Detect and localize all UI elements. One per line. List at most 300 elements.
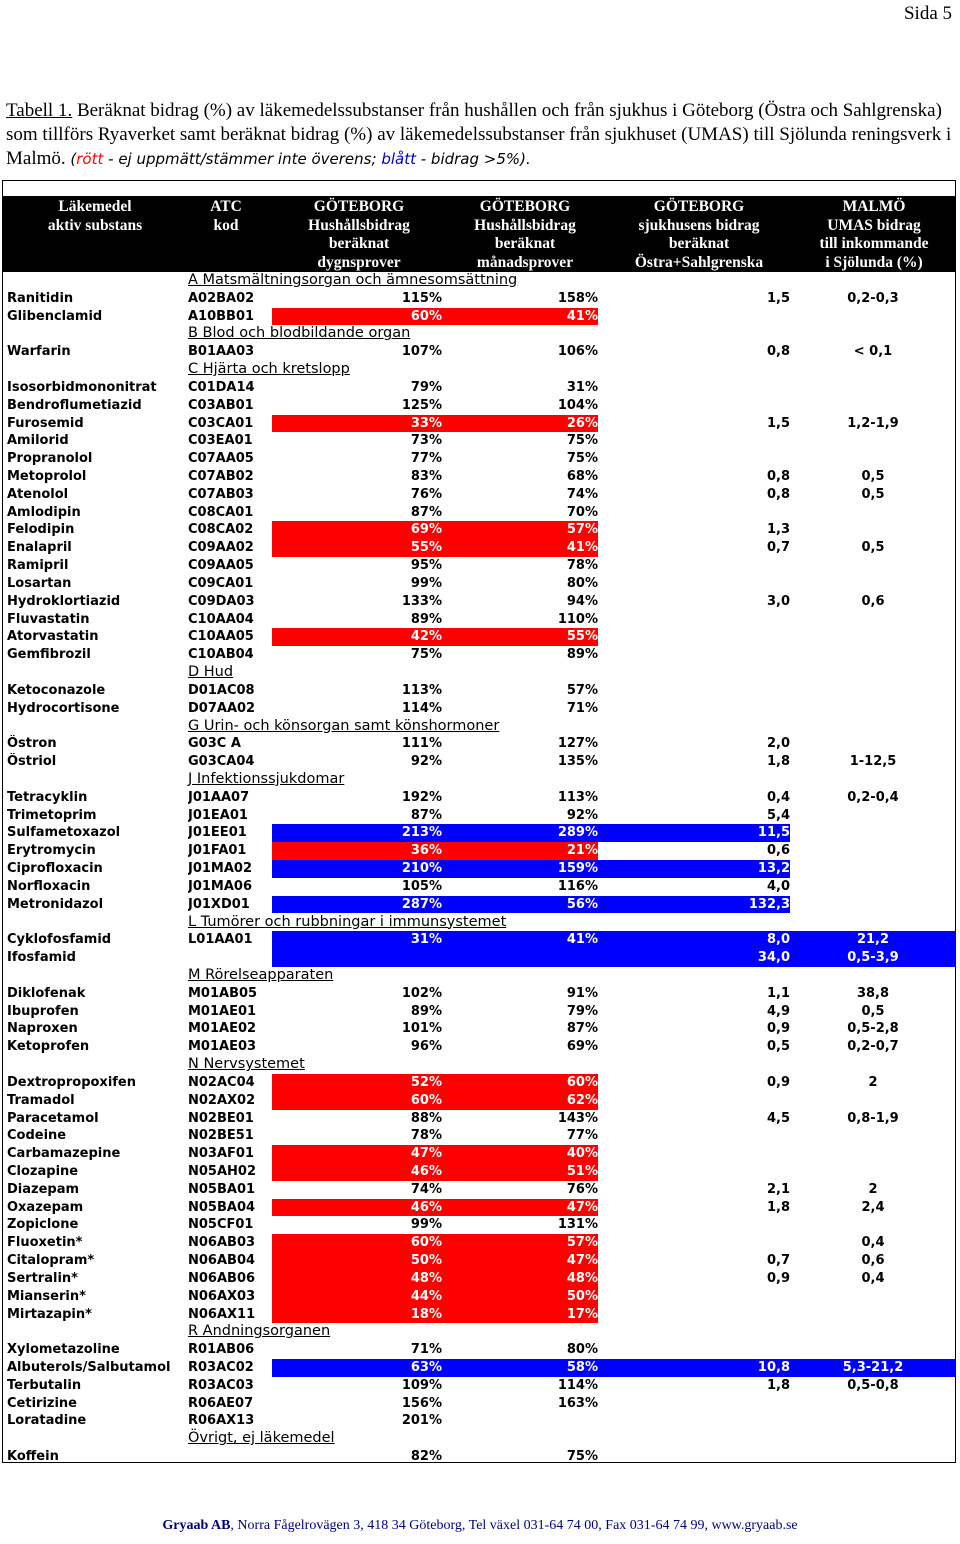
household-monthly-cell: 110% bbox=[557, 611, 598, 627]
hospital-cell: 0,7 bbox=[766, 540, 790, 556]
atc-cell: C07AB03 bbox=[188, 486, 254, 502]
substance-cell: Erytromycin bbox=[7, 843, 96, 859]
hospital-cell bbox=[598, 1412, 790, 1430]
household-daily-cell: 42% bbox=[272, 628, 442, 646]
household-daily-cell: 73% bbox=[410, 433, 442, 449]
hospital-cell bbox=[598, 397, 790, 415]
substance-cell: Trimetoprim bbox=[7, 807, 97, 823]
substance-cell: Östron bbox=[7, 736, 57, 752]
section-heading: D Hud bbox=[188, 664, 234, 681]
table-row bbox=[0, 1395, 960, 1413]
malmo-cell bbox=[790, 1127, 956, 1145]
malmo-cell bbox=[790, 1216, 956, 1234]
household-monthly-cell: 289% bbox=[442, 824, 598, 842]
substance-cell: Warfarin bbox=[7, 344, 71, 360]
hospital-cell bbox=[598, 682, 790, 700]
header-line: beräknat bbox=[494, 235, 556, 252]
note-mid: - ej uppmätt/stämmer inte överens; bbox=[103, 150, 382, 168]
atc-cell: C08CA01 bbox=[188, 504, 254, 520]
substance-cell: Norfloxacin bbox=[7, 878, 91, 894]
atc-cell: J01AA07 bbox=[188, 789, 250, 805]
header-line: MALMÖ bbox=[842, 198, 906, 215]
substance-cell: Mirtazapin* bbox=[7, 1306, 92, 1322]
table-row bbox=[0, 308, 960, 326]
household-daily-cell: 96% bbox=[410, 1039, 442, 1055]
page-number: Sida 5 bbox=[903, 3, 952, 24]
table-row bbox=[0, 593, 960, 611]
household-monthly-cell: 56% bbox=[442, 896, 598, 914]
household-daily-cell: 192% bbox=[401, 789, 442, 805]
table-row bbox=[0, 1288, 960, 1306]
household-monthly-cell: 158% bbox=[557, 290, 598, 306]
malmo-cell: 0,2-0,4 bbox=[847, 789, 899, 805]
header-line: UMAS bidrag bbox=[827, 216, 921, 234]
table-row bbox=[0, 415, 960, 433]
malmo-cell: < 0,1 bbox=[853, 344, 893, 360]
atc-cell: A02BA02 bbox=[188, 290, 255, 306]
household-daily-cell: 210% bbox=[272, 860, 442, 878]
household-monthly-cell: 26% bbox=[442, 415, 598, 433]
substance-cell: Furosemid bbox=[7, 415, 84, 431]
household-monthly-cell: 71% bbox=[566, 700, 598, 716]
household-daily-cell: 50% bbox=[272, 1252, 442, 1270]
household-monthly-cell: 163% bbox=[557, 1395, 598, 1411]
hospital-cell: 3,0 bbox=[766, 593, 790, 609]
atc-cell: M01AE02 bbox=[188, 1021, 257, 1037]
household-daily-cell: 89% bbox=[410, 1003, 442, 1019]
table-row bbox=[0, 1234, 960, 1252]
atc-cell: N03AF01 bbox=[188, 1146, 255, 1162]
malmo-cell bbox=[790, 646, 956, 664]
atc-cell: C10AA04 bbox=[188, 611, 254, 627]
substance-cell: Sertralin* bbox=[7, 1270, 78, 1286]
household-daily-cell: 79% bbox=[410, 379, 442, 395]
caption-label: Tabell 1. bbox=[6, 100, 73, 121]
household-daily-cell: 99% bbox=[410, 1217, 442, 1233]
household-monthly-cell: 74% bbox=[566, 486, 598, 502]
header-line: månadsprover bbox=[476, 253, 574, 271]
household-daily-cell: 201% bbox=[401, 1413, 442, 1429]
table-row bbox=[0, 1038, 960, 1056]
malmo-cell bbox=[790, 700, 956, 718]
hospital-cell: 1,8 bbox=[766, 1377, 790, 1393]
substance-cell: Atorvastatin bbox=[7, 629, 99, 645]
household-daily-cell: 95% bbox=[410, 558, 442, 574]
header-line: ATC bbox=[210, 198, 242, 215]
substance-cell: Östriol bbox=[7, 754, 57, 770]
substance-cell: Ibuprofen bbox=[7, 1003, 79, 1019]
malmo-cell: 0,5 bbox=[861, 1003, 885, 1019]
atc-cell: N06AB03 bbox=[188, 1235, 256, 1251]
household-daily-cell: 74% bbox=[410, 1181, 442, 1197]
section-heading: C Hjärta och kretslopp bbox=[188, 361, 350, 378]
atc-cell: N02BE51 bbox=[188, 1128, 254, 1144]
atc-cell: M01AE03 bbox=[188, 1039, 257, 1055]
section-heading: A Matsmältningsorgan och ämnesomsättning bbox=[188, 272, 518, 288]
household-monthly-cell: 77% bbox=[566, 1128, 598, 1144]
hospital-cell: 8,0 bbox=[598, 931, 790, 949]
household-daily-cell: 44% bbox=[272, 1288, 442, 1306]
header-atc bbox=[188, 198, 264, 235]
hospital-cell bbox=[598, 1288, 790, 1306]
substance-cell: Metronidazol bbox=[7, 896, 104, 912]
household-monthly-cell: 116% bbox=[557, 878, 598, 894]
household-monthly-cell: 91% bbox=[566, 985, 598, 1001]
atc-cell: J01FA01 bbox=[188, 843, 247, 859]
household-monthly-cell: 78% bbox=[566, 558, 598, 574]
malmo-cell bbox=[790, 896, 956, 914]
hospital-cell: 13,2 bbox=[598, 860, 790, 878]
substance-cell: Ketoconazole bbox=[7, 682, 106, 698]
table-row bbox=[0, 878, 960, 896]
malmo-cell: 0,6 bbox=[861, 593, 885, 609]
malmo-cell: 0,4 bbox=[861, 1270, 885, 1286]
hospital-cell: 1,8 bbox=[766, 1199, 790, 1215]
header-line: aktiv substans bbox=[47, 216, 143, 234]
household-daily-cell: 115% bbox=[401, 290, 442, 306]
hospital-cell: 1,5 bbox=[766, 415, 790, 431]
table-row bbox=[0, 824, 960, 842]
substance-cell: Carbamazepine bbox=[7, 1146, 121, 1162]
household-monthly-cell: 51% bbox=[442, 1163, 598, 1181]
table-row bbox=[0, 1448, 960, 1466]
household-daily-cell: 18% bbox=[272, 1306, 442, 1324]
household-monthly-cell: 17% bbox=[442, 1306, 598, 1324]
section-heading: G Urin- och könsorgan samt könshormoner bbox=[188, 717, 500, 734]
substance-cell: Citalopram* bbox=[7, 1253, 95, 1269]
household-monthly-cell: 48% bbox=[442, 1270, 598, 1288]
substance-cell: Xylometazoline bbox=[7, 1342, 120, 1358]
substance-cell: Paracetamol bbox=[7, 1110, 99, 1126]
atc-cell: J01MA06 bbox=[188, 878, 253, 894]
household-daily-cell: 60% bbox=[272, 1234, 442, 1252]
table-row bbox=[0, 753, 960, 771]
table-row bbox=[0, 521, 960, 539]
table-row bbox=[0, 1216, 960, 1234]
malmo-cell bbox=[790, 611, 956, 629]
household-daily-cell: 63% bbox=[272, 1359, 442, 1377]
hospital-cell: 5,4 bbox=[766, 807, 790, 823]
household-monthly-cell: 70% bbox=[566, 504, 598, 520]
table-row bbox=[0, 1377, 960, 1395]
substance-cell: Enalapril bbox=[7, 540, 72, 556]
household-monthly-cell: 94% bbox=[566, 593, 598, 609]
table-row bbox=[0, 896, 960, 914]
atc-cell: N02AX02 bbox=[188, 1092, 256, 1108]
hospital-cell bbox=[598, 1145, 790, 1163]
household-daily-cell: 48% bbox=[272, 1270, 442, 1288]
malmo-cell bbox=[790, 735, 956, 753]
table-row bbox=[0, 735, 960, 753]
hospital-cell: 0,8 bbox=[766, 486, 790, 502]
household-monthly-cell: 58% bbox=[442, 1359, 598, 1377]
atc-cell: C03EA01 bbox=[188, 433, 253, 449]
atc-cell bbox=[188, 1448, 272, 1466]
substance-cell: Diklofenak bbox=[7, 985, 86, 1001]
household-monthly-cell: 104% bbox=[557, 397, 598, 413]
household-monthly-cell: 92% bbox=[566, 807, 598, 823]
atc-cell: G03CA04 bbox=[188, 754, 255, 770]
table-header bbox=[2, 196, 956, 272]
table-row bbox=[0, 575, 960, 593]
header-line: Östra+Sahlgrenska bbox=[634, 253, 764, 271]
table-row bbox=[0, 1199, 960, 1217]
atc-cell: R01AB06 bbox=[188, 1342, 255, 1358]
household-monthly-cell: 47% bbox=[442, 1199, 598, 1217]
hospital-cell bbox=[598, 432, 790, 450]
substance-cell: Metoprolol bbox=[7, 469, 87, 485]
household-daily-cell: 92% bbox=[410, 754, 442, 770]
substance-cell: Diazepam bbox=[7, 1181, 80, 1197]
malmo-cell bbox=[790, 1395, 956, 1413]
household-daily-cell: 36% bbox=[272, 842, 442, 860]
table-row bbox=[0, 1252, 960, 1270]
household-daily-cell: 213% bbox=[272, 824, 442, 842]
atc-cell: R03AC02 bbox=[188, 1360, 254, 1376]
malmo-cell bbox=[790, 397, 956, 415]
table-row bbox=[0, 1359, 960, 1377]
household-daily-cell: 114% bbox=[401, 700, 442, 716]
header-line: kod bbox=[213, 216, 239, 234]
malmo-cell: 38,8 bbox=[856, 985, 890, 1001]
hospital-cell bbox=[598, 1448, 790, 1466]
substance-cell: Tetracyklin bbox=[7, 789, 88, 805]
malmo-cell bbox=[790, 1341, 956, 1359]
household-daily-cell: 89% bbox=[410, 611, 442, 627]
caption-note bbox=[66, 150, 531, 168]
hospital-cell bbox=[598, 504, 790, 522]
malmo-cell: 21,2 bbox=[790, 931, 956, 949]
household-daily-cell: 60% bbox=[272, 1092, 442, 1110]
hospital-cell: 2,0 bbox=[766, 736, 790, 752]
hospital-cell bbox=[598, 1395, 790, 1413]
malmo-cell bbox=[790, 557, 956, 575]
hospital-cell: 0,9 bbox=[766, 1074, 790, 1090]
atc-cell bbox=[188, 949, 272, 967]
note-red-word: rött bbox=[76, 150, 104, 168]
household-monthly-cell: 79% bbox=[566, 1003, 598, 1019]
substance-cell: Tramadol bbox=[7, 1092, 75, 1108]
section-heading: J Infektionssjukdomar bbox=[188, 770, 345, 787]
atc-cell: C08CA02 bbox=[188, 522, 254, 538]
household-monthly-cell: 41% bbox=[442, 931, 598, 949]
household-monthly-cell: 80% bbox=[566, 1342, 598, 1358]
substance-cell: Oxazepam bbox=[7, 1199, 84, 1215]
household-daily-cell: 133% bbox=[401, 593, 442, 609]
household-monthly-cell: 131% bbox=[557, 1217, 598, 1233]
note-close: - bidrag >5%). bbox=[415, 150, 531, 168]
substance-cell: Losartan bbox=[7, 575, 72, 591]
substance-cell: Dextropropoxifen bbox=[7, 1074, 137, 1090]
substance-cell: Amilorid bbox=[7, 433, 69, 449]
household-daily-cell: 102% bbox=[401, 985, 442, 1001]
table-row bbox=[0, 789, 960, 807]
atc-cell: N06AX03 bbox=[188, 1288, 256, 1304]
household-daily-cell: 83% bbox=[410, 469, 442, 485]
atc-cell: C10AB04 bbox=[188, 647, 254, 663]
table-row bbox=[0, 628, 960, 646]
atc-cell: N05CF01 bbox=[188, 1217, 254, 1233]
table-row bbox=[0, 931, 960, 949]
header-hospital bbox=[608, 198, 790, 272]
malmo-cell bbox=[790, 1306, 956, 1324]
substance-cell: Hydroklortiazid bbox=[7, 593, 121, 609]
hospital-cell: 4,9 bbox=[766, 1003, 790, 1019]
household-monthly-cell: 75% bbox=[566, 451, 598, 467]
household-daily-cell: 33% bbox=[272, 415, 442, 433]
household-monthly-cell: 47% bbox=[442, 1252, 598, 1270]
table-row bbox=[0, 504, 960, 522]
malmo-cell bbox=[790, 521, 956, 539]
household-monthly-cell: 21% bbox=[442, 842, 598, 860]
table-row bbox=[0, 860, 960, 878]
household-daily-cell: 76% bbox=[410, 486, 442, 502]
table-row bbox=[0, 949, 960, 967]
hospital-cell: 11,5 bbox=[598, 824, 790, 842]
atc-cell: D07AA02 bbox=[188, 700, 256, 716]
malmo-cell: 0,5-2,8 bbox=[847, 1021, 899, 1037]
atc-cell: N02AC04 bbox=[188, 1074, 255, 1090]
table-row bbox=[0, 1003, 960, 1021]
household-daily-cell: 105% bbox=[401, 878, 442, 894]
table-row bbox=[0, 432, 960, 450]
household-monthly-cell bbox=[442, 949, 598, 967]
atc-cell: M01AB05 bbox=[188, 985, 258, 1001]
malmo-cell bbox=[790, 628, 956, 646]
household-monthly-cell: 113% bbox=[557, 789, 598, 805]
table-row bbox=[0, 1110, 960, 1128]
hospital-cell: 1,1 bbox=[766, 985, 790, 1001]
section-heading: R Andningsorganen bbox=[188, 1323, 331, 1340]
household-daily-cell: 52% bbox=[272, 1074, 442, 1092]
substance-cell: Amlodipin bbox=[7, 504, 81, 520]
household-daily-cell bbox=[272, 949, 442, 967]
malmo-cell: 0,5 bbox=[861, 540, 885, 556]
table-row bbox=[0, 1341, 960, 1359]
malmo-cell: 0,5 bbox=[861, 469, 885, 485]
household-monthly-cell: 55% bbox=[442, 628, 598, 646]
hospital-cell bbox=[598, 1092, 790, 1110]
household-daily-cell: 113% bbox=[401, 682, 442, 698]
hospital-cell bbox=[598, 611, 790, 629]
table-row bbox=[0, 1092, 960, 1110]
hospital-cell bbox=[598, 308, 790, 326]
household-daily-cell: 46% bbox=[272, 1199, 442, 1217]
household-monthly-cell: 69% bbox=[566, 1039, 598, 1055]
substance-cell: Koffein bbox=[7, 1449, 59, 1465]
hospital-cell: 34,0 bbox=[598, 949, 790, 967]
atc-cell: C10AA05 bbox=[188, 629, 254, 645]
household-daily-cell: 71% bbox=[410, 1342, 442, 1358]
malmo-cell bbox=[790, 842, 956, 860]
substance-cell: Loratadine bbox=[7, 1413, 87, 1429]
household-monthly-cell: 75% bbox=[566, 1449, 598, 1465]
hospital-cell bbox=[598, 557, 790, 575]
section-heading: Övrigt, ej läkemedel bbox=[188, 1430, 335, 1447]
table-row bbox=[0, 450, 960, 468]
table-row bbox=[0, 557, 960, 575]
malmo-cell bbox=[790, 450, 956, 468]
header-line: beräknat bbox=[328, 235, 390, 252]
malmo-cell: 5,3-21,2 bbox=[790, 1359, 956, 1377]
household-monthly-cell: 87% bbox=[566, 1021, 598, 1037]
household-monthly-cell: 135% bbox=[557, 754, 598, 770]
household-daily-cell: 31% bbox=[272, 931, 442, 949]
hospital-cell: 4,0 bbox=[766, 878, 790, 894]
table-row bbox=[0, 611, 960, 629]
household-monthly-cell: 31% bbox=[566, 379, 598, 395]
hospital-cell bbox=[598, 575, 790, 593]
malmo-cell: 0,5 bbox=[861, 486, 885, 502]
substance-cell: Naproxen bbox=[7, 1021, 78, 1037]
household-monthly-cell: 41% bbox=[442, 539, 598, 557]
malmo-cell bbox=[790, 1092, 956, 1110]
substance-cell: Ciprofloxacin bbox=[7, 861, 103, 877]
footer-brand: Gryaab AB bbox=[162, 1518, 231, 1533]
hospital-cell bbox=[598, 1163, 790, 1181]
household-daily-cell: 55% bbox=[272, 539, 442, 557]
substance-cell: Codeine bbox=[7, 1128, 67, 1144]
header-line: GÖTEBORG bbox=[479, 198, 571, 215]
hospital-cell bbox=[598, 379, 790, 397]
household-monthly-cell: 114% bbox=[557, 1377, 598, 1393]
header-line: GÖTEBORG bbox=[653, 198, 745, 215]
hospital-cell: 1,8 bbox=[766, 754, 790, 770]
substance-cell: Fluoxetin* bbox=[7, 1235, 83, 1251]
atc-cell: C01DA14 bbox=[188, 379, 255, 395]
substance-cell: Hydrocortisone bbox=[7, 700, 120, 716]
table-row bbox=[0, 343, 960, 361]
atc-cell: C09CA01 bbox=[188, 575, 254, 591]
malmo-cell: 0,6 bbox=[861, 1253, 885, 1269]
table-row bbox=[0, 1145, 960, 1163]
note-open: ( bbox=[65, 150, 77, 168]
atc-cell: L01AA01 bbox=[188, 932, 253, 948]
household-daily-cell: 111% bbox=[401, 736, 442, 752]
household-daily-cell: 47% bbox=[272, 1145, 442, 1163]
table-row bbox=[0, 807, 960, 825]
atc-cell: G03C A bbox=[188, 736, 241, 752]
household-daily-cell: 87% bbox=[410, 504, 442, 520]
substance-cell: Ranitidin bbox=[7, 290, 74, 306]
table-row bbox=[0, 397, 960, 415]
header-line: Hushållsbidrag bbox=[308, 216, 410, 234]
household-monthly-cell: 127% bbox=[557, 736, 598, 752]
household-daily-cell: 107% bbox=[401, 344, 442, 360]
household-daily-cell: 75% bbox=[410, 647, 442, 663]
substance-cell: Mianserin* bbox=[7, 1288, 86, 1304]
household-monthly-cell bbox=[442, 1412, 598, 1430]
household-daily-cell: 101% bbox=[401, 1021, 442, 1037]
header-line: Hushållsbidrag bbox=[474, 216, 576, 234]
header-line: till inkommande bbox=[819, 235, 929, 252]
atc-cell: J01MA02 bbox=[188, 861, 253, 877]
atc-cell: C07AB02 bbox=[188, 469, 254, 485]
household-monthly-cell: 57% bbox=[566, 682, 598, 698]
atc-cell: N06AX11 bbox=[188, 1306, 256, 1322]
household-monthly-cell: 68% bbox=[566, 469, 598, 485]
substance-cell: Cyklofosfamid bbox=[7, 932, 112, 948]
header-household-monthly bbox=[440, 198, 610, 272]
atc-cell: R06AE07 bbox=[188, 1395, 254, 1411]
table-row bbox=[0, 1306, 960, 1324]
atc-cell: C09AA05 bbox=[188, 558, 254, 574]
substance-cell: Fluvastatin bbox=[7, 611, 90, 627]
hospital-cell: 132,3 bbox=[598, 896, 790, 914]
malmo-cell bbox=[790, 1163, 956, 1181]
header-line: i Sjölunda (%) bbox=[825, 253, 923, 271]
table-row bbox=[0, 985, 960, 1003]
